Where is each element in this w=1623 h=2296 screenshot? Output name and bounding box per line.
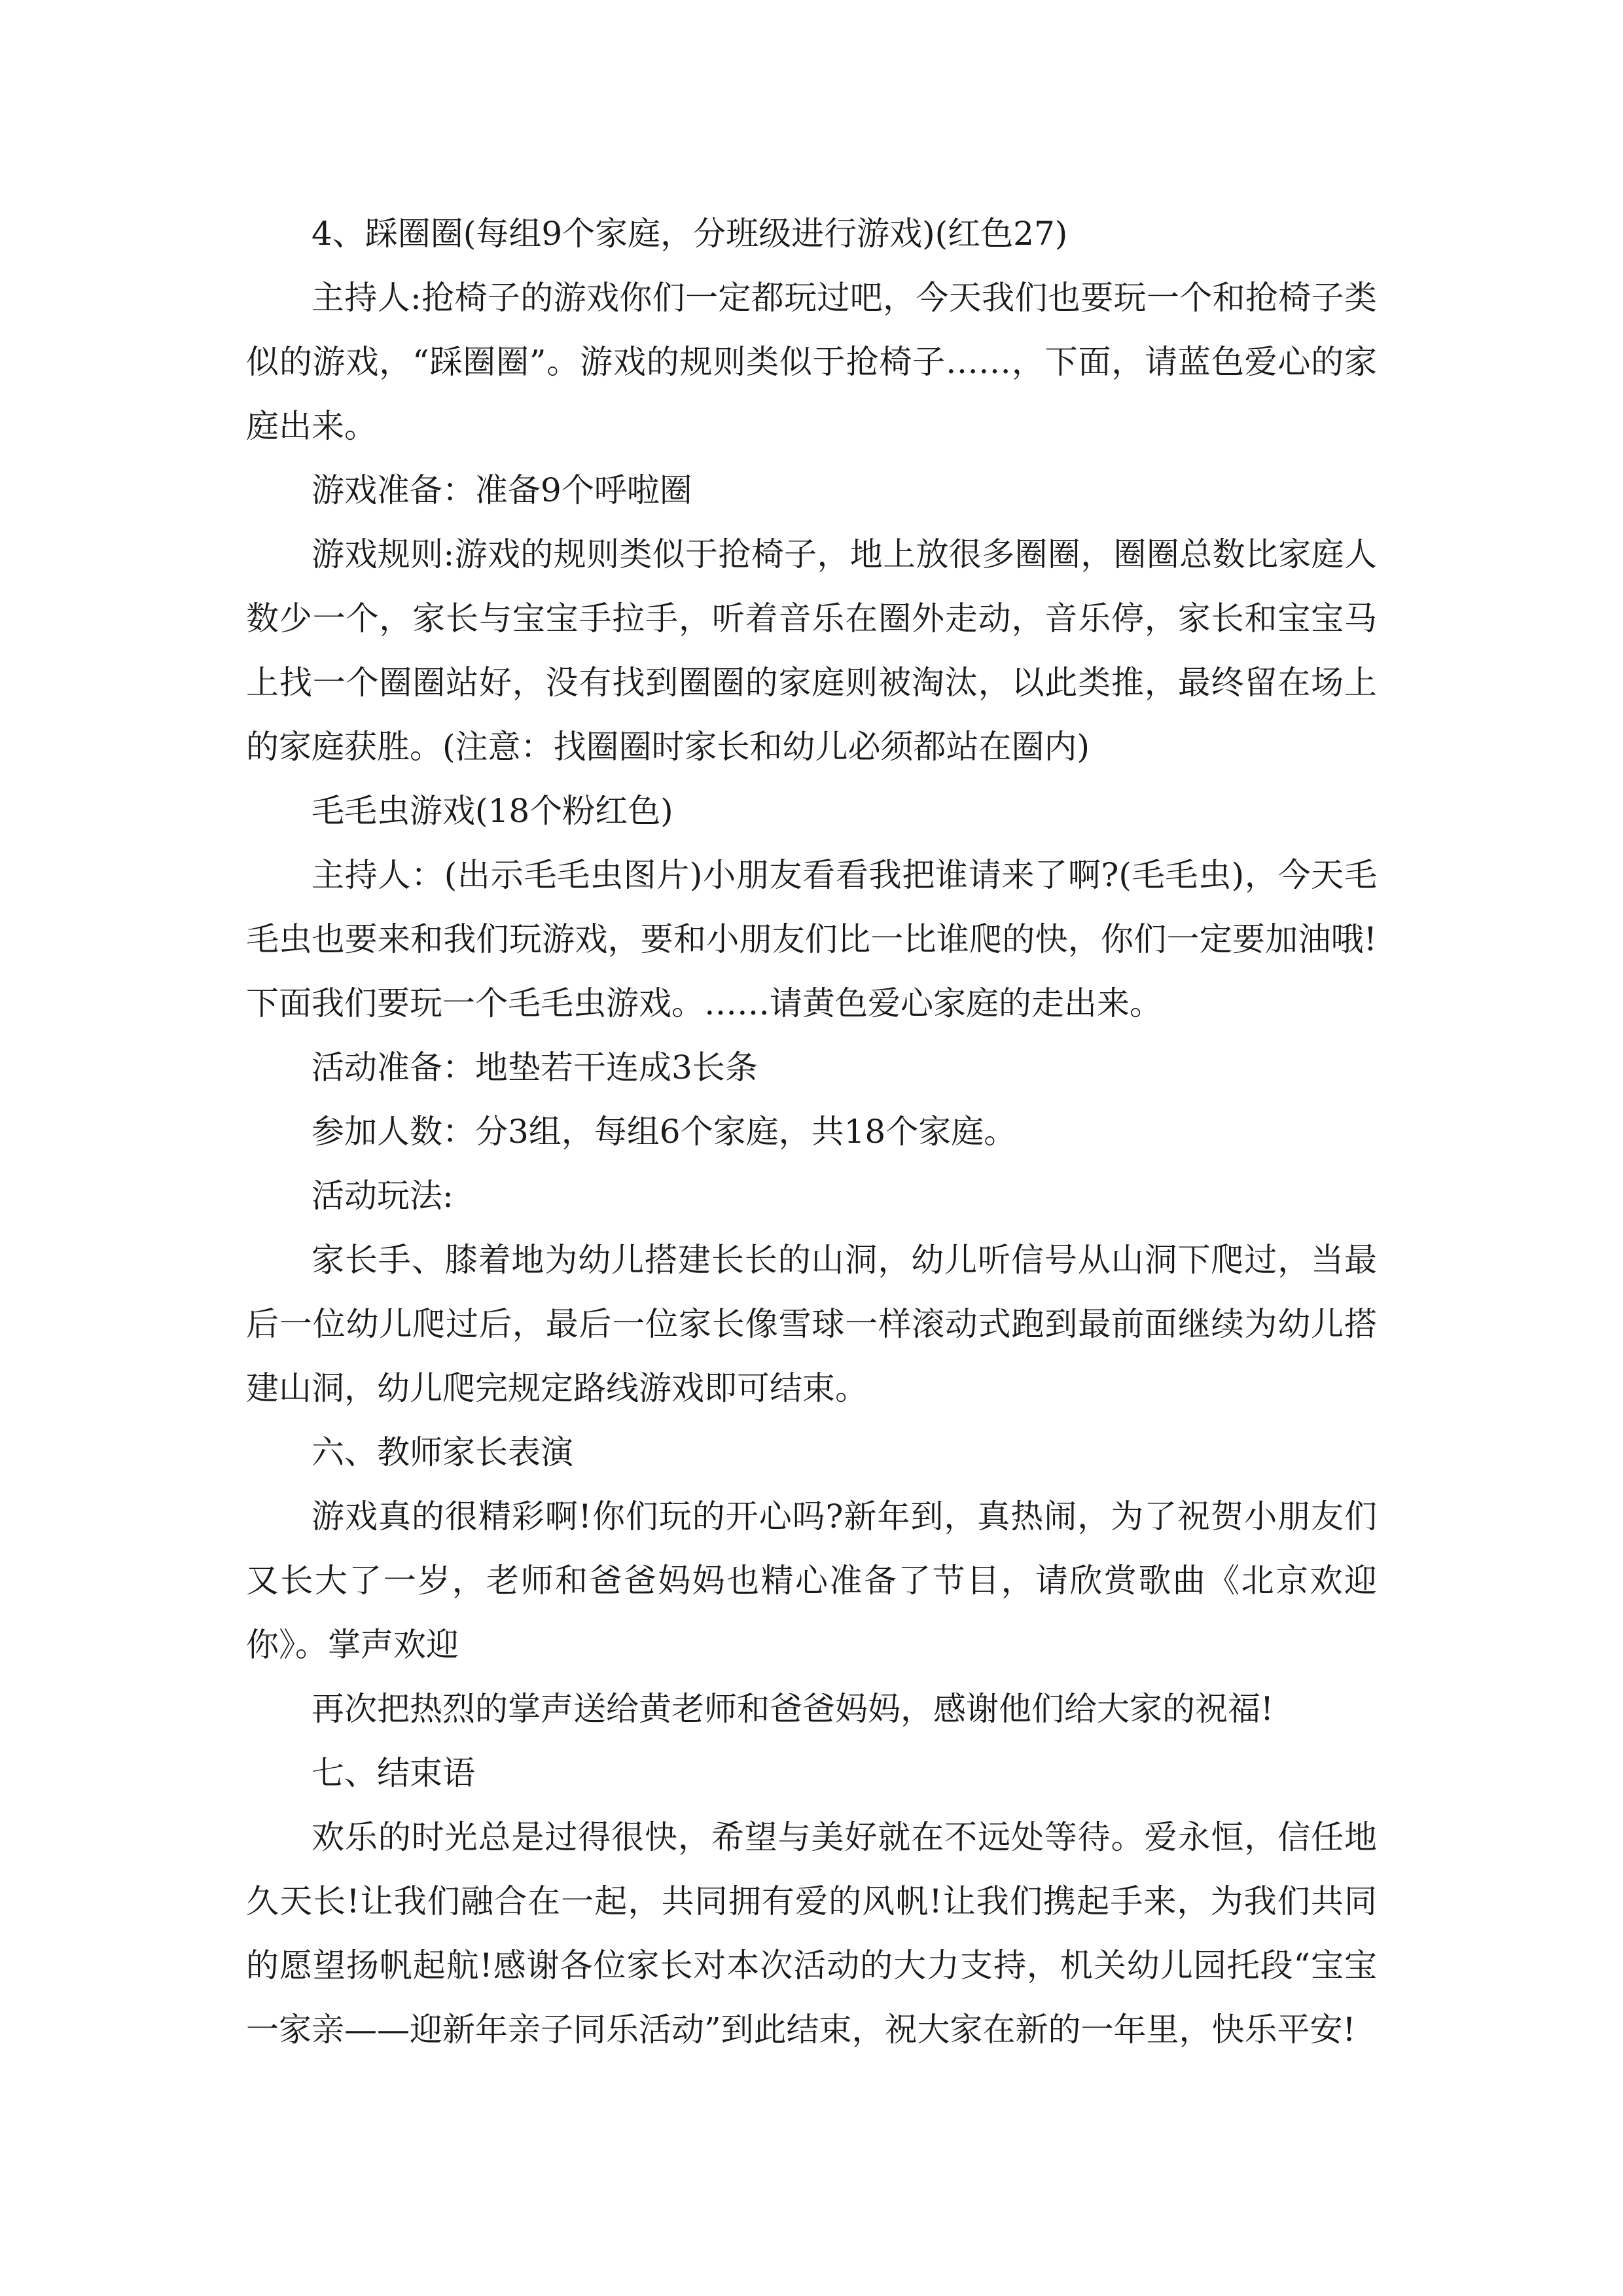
section-heading-six: 六、教师家长表演 [312, 1433, 573, 1471]
document-body [246, 202, 1377, 2062]
game-rules: 游戏规则:游戏的规则类似于抢椅子，地上放很多圈圈，圈圈总数比家庭人数少一个，家长与宝宝手拉手，听着音乐在圈外走动，音乐停，家长和宝宝马上找一个圈圈站好，没有找到圈圈的家庭则被淘汰，以此类推，最终留在场上的家庭获胜。(注意：找圈圈时家长和幼儿必须都站在圈内) [246, 535, 1377, 766]
caterpillar-game-heading: 毛毛虫游戏(18个粉红色) [312, 792, 673, 830]
activity-method-heading: 活动玩法: [312, 1177, 454, 1215]
section-heading-seven: 七、结束语 [312, 1754, 475, 1792]
section-heading-step-4: 4、踩圈圈(每组9个家庭，分班级进行游戏)(红色27) [312, 215, 1068, 253]
applause-thanks: 再次把热烈的掌声送给黄老师和爸爸妈妈，感谢他们给大家的祝福! [312, 1690, 1274, 1728]
closing-remarks: 欢乐的时光总是过得很快，希望与美好就在不远处等待。爱永恒，信任地久天长!让我们融合在一起，共同拥有爱的风帆!让我们携起手来，为我们共同的愿望扬帆起航!感谢各位家长对本次活动的大力支持，机关幼儿园托段“宝宝一家亲——迎新年亲子同乐活动”到此结束，祝大家在新的一年里，快乐平安! [246, 1818, 1377, 2049]
participants-count: 参加人数：分3组，每组6个家庭，共18个家庭。 [312, 1113, 1017, 1151]
activity-method-description: 家长手、膝着地为幼儿搭建长长的山洞，幼儿听信号从山洞下爬过，当最后一位幼儿爬过后，最后一位家长像雪球一样滚动式跑到最前面继续为幼儿搭建山洞，幼儿爬完规定路线游戏即可结束。 [246, 1241, 1377, 1407]
game-preparation: 游戏准备：准备9个呼啦圈 [312, 471, 692, 509]
activity-preparation: 活动准备：地垫若干连成3长条 [312, 1049, 758, 1086]
host-line-caterpillar: 主持人：(出示毛毛虫图片)小朋友看看我把谁请来了啊?(毛毛虫)，今天毛毛虫也要来和我们玩游戏，要和小朋友们比一比谁爬的快，你们一定要加油哦!下面我们要玩一个毛毛虫游戏。……请黄色爱心家庭的走出来。 [246, 856, 1377, 1022]
host-line-stepping-circles: 主持人:抢椅子的游戏你们一定都玩过吧，今天我们也要玩一个和抢椅子类似的游戏，“踩圈圈”。游戏的规则类似于抢椅子……，下面，请蓝色爱心的家庭出来。 [246, 279, 1377, 445]
performance-intro: 游戏真的很精彩啊!你们玩的开心吗?新年到，真热闹，为了祝贺小朋友们又长大了一岁，老师和爸爸妈妈也精心准备了节目，请欣赏歌曲《北京欢迎你》。掌声欢迎 [246, 1498, 1377, 1664]
